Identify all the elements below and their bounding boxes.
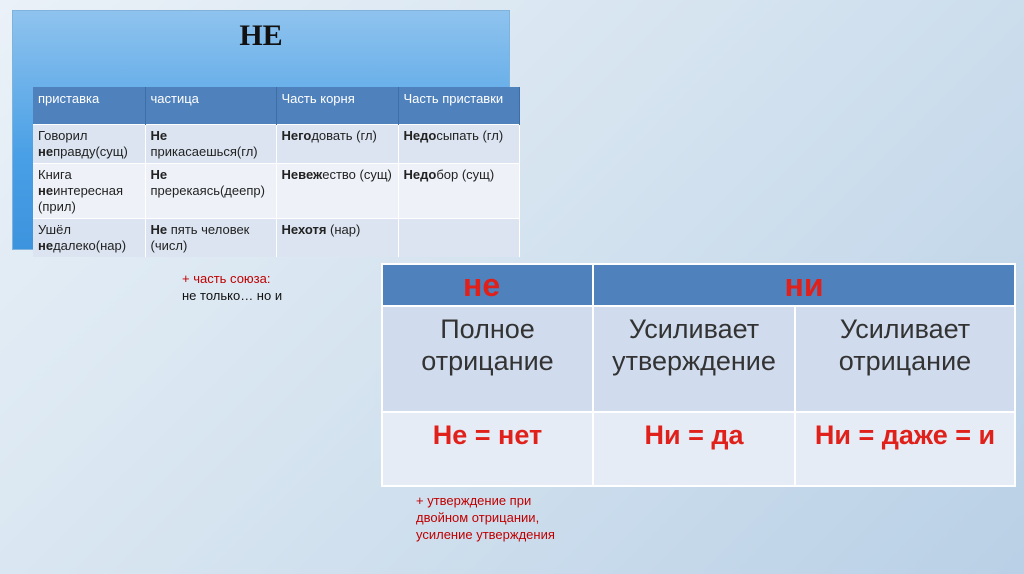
union-note bbox=[182, 270, 282, 304]
affirmation-note-line: + утверждение при bbox=[416, 493, 532, 508]
affirmation-note-line: усиление утверждения bbox=[416, 527, 555, 542]
union-note-example: не только… но и bbox=[182, 288, 283, 303]
header-prefix: приставка bbox=[33, 87, 145, 124]
header-prefix-part: Часть приставки bbox=[398, 87, 519, 124]
table-cell bbox=[398, 218, 519, 257]
table-cell: Ушёл недалеко(нар) bbox=[33, 218, 145, 257]
table-cell: Не прикасаешься(гл) bbox=[145, 124, 276, 163]
header-ne: не bbox=[382, 264, 593, 306]
comparison-description-row bbox=[382, 306, 1015, 412]
table-cell: Невежество (сущ) bbox=[276, 163, 398, 218]
desc-strengthens-affirmation: Усиливает утверждение bbox=[593, 306, 795, 412]
formula-ni-dazhe: Ни = даже = и bbox=[795, 412, 1015, 486]
formula-ne-net: Не = нет bbox=[382, 412, 593, 486]
table-cell: Недосыпать (гл) bbox=[398, 124, 519, 163]
table-row bbox=[33, 218, 519, 257]
table-cell: Негодовать (гл) bbox=[276, 124, 398, 163]
affirmation-note-line: двойном отрицании, bbox=[416, 510, 540, 525]
desc-full-negation: Полное отрицание bbox=[382, 306, 593, 412]
comparison-header-row bbox=[382, 264, 1015, 306]
union-note-heading: + часть союза: bbox=[182, 271, 271, 286]
comparison-formula-row bbox=[382, 412, 1015, 486]
ne-table-panel bbox=[12, 10, 510, 253]
table-cell: Не пять человек (числ) bbox=[145, 218, 276, 257]
table-row bbox=[33, 163, 519, 218]
affirmation-note bbox=[416, 492, 555, 543]
ne-table-title: НЕ bbox=[239, 19, 283, 52]
header-particle: частица bbox=[145, 87, 276, 124]
table-cell: Говорил неправду(сущ) bbox=[33, 124, 145, 163]
ne-ni-comparison-table bbox=[381, 263, 1016, 487]
header-ni: ни bbox=[593, 264, 1015, 306]
header-root-part: Часть корня bbox=[276, 87, 398, 124]
table-row bbox=[33, 124, 519, 163]
desc-strengthens-negation: Усиливает отрицание bbox=[795, 306, 1015, 412]
table-cell: Недобор (сущ) bbox=[398, 163, 519, 218]
table-cell: Книга неинтересная (прил) bbox=[33, 163, 145, 218]
ne-table-header-row bbox=[33, 87, 519, 124]
table-cell: Не пререкаясь(деепр) bbox=[145, 163, 276, 218]
ne-table bbox=[33, 87, 520, 257]
table-cell: Нехотя (нар) bbox=[276, 218, 398, 257]
formula-ni-da: Ни = да bbox=[593, 412, 795, 486]
